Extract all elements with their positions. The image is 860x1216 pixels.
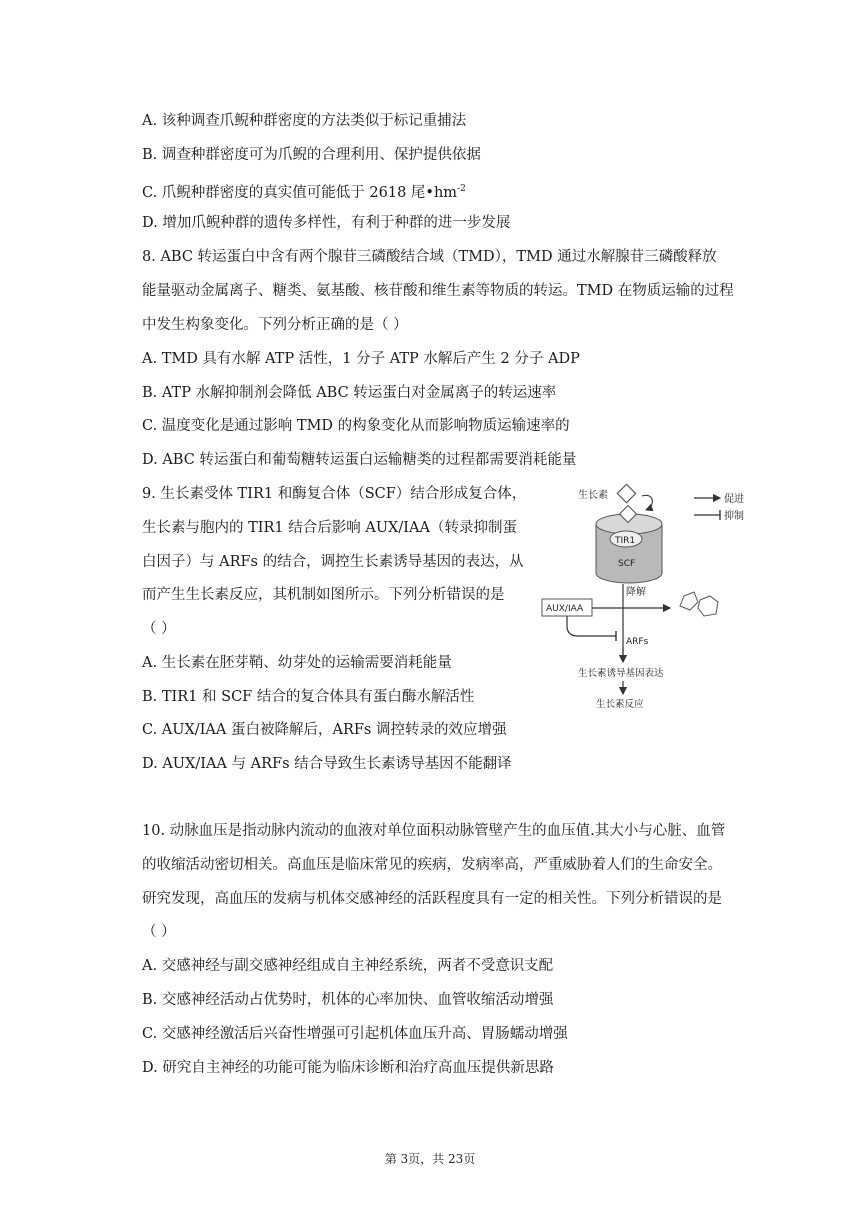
q7-option-a: A. 该种调查爪鲵种群密度的方法类似于标记重捕法: [142, 113, 467, 129]
q10-option-a: A. 交感神经与副交感神经组成自主神经系统，两者不受意识支配: [142, 958, 554, 974]
q8-stem-line-3: 中发生构象变化。下列分析正确的是（ ）: [142, 317, 408, 333]
q10-option-b: B. 交感神经活动占优势时，机体的心率加快、血管收缩活动增强: [142, 992, 554, 1008]
q8-stem-line-2: 能量驱动金属离子、糖类、氨基酸、核苷酸和维生素等物质的转运。TMD 在物质运输的过程: [142, 283, 734, 299]
auxin-molecule-icon: [617, 484, 635, 502]
q7-option-c-text: C. 爪鲵种群密度的真实值可能低于 2618 尾•hm: [142, 184, 458, 201]
q10-stem-line-3: 研究发现，高血压的发病与机体交感神经的活跃程度具有一定的相关性。下列分析错误的是: [142, 891, 722, 907]
q9-option-b: B. TIR1 和 SCF 结合的复合体具有蛋白酶水解活性: [142, 689, 475, 705]
fragment-pentagon-icon: [680, 592, 698, 610]
page-footer: 第 3页，共 23页: [384, 1152, 476, 1166]
q9-stem-line-5: （ ）: [142, 621, 176, 637]
q9-option-c: C. AUX/IAA 蛋白被降解后，ARFs 调控转录的效应增强: [142, 722, 507, 738]
auxin-binding-arrow: [642, 495, 652, 510]
tir1-label: TIR1: [615, 536, 636, 546]
fragment-hexagon-icon: [698, 596, 718, 616]
q7-option-b: B. 调查种群密度可为爪鲵的合理利用、保护提供依据: [142, 147, 481, 163]
aux-iaa-label: AUX/IAA: [546, 604, 584, 614]
arfs-label: ARFs: [626, 637, 649, 647]
q8-option-d: D. ABC 转运蛋白和葡萄糖转运蛋白运输糖类的过程都需要消耗能量: [142, 452, 577, 468]
q7-option-c: [142, 179, 466, 203]
q8-stem-line-1: 8. ABC 转运蛋白中含有两个腺苷三磷酸结合域（TMD），TMD 通过水解腺苷三磷酸释放: [142, 249, 717, 265]
q10-option-c: C. 交感神经激活后兴奋性增强可引起机体血压升高、胃肠蠕动增强: [142, 1026, 568, 1042]
q9-stem-line-4: 而产生生长素反应，其机制如图所示。下列分析错误的是: [142, 587, 505, 603]
q7-option-c-exponent: -2: [457, 184, 466, 194]
auxin-mechanism-diagram: [538, 478, 766, 714]
q8-option-b: B. ATP 水解抑制剂会降低 ABC 转运蛋白对金属离子的转运速率: [142, 385, 557, 401]
q9-stem-line-1: 9. 生长素受体 TIR1 和酶复合体（SCF）结合形成复合体，: [142, 486, 527, 502]
legend-inhibit-label: 抑制: [724, 511, 744, 522]
q7-option-d: D. 增加爪鲵种群的遗传多样性，有利于种群的进一步发展: [142, 215, 511, 231]
scf-label: SCF: [618, 559, 636, 569]
auxin-response-label: 生长素反应: [596, 699, 644, 710]
inhibit-arfs-line: [567, 616, 616, 636]
q10-stem-line-1: 10. 动脉血压是指动脉内流动的血液对单位面积动脉管壁产生的血压值.其大小与心脏、血管: [142, 823, 726, 839]
auxin-label: 生长素: [578, 490, 608, 501]
degrade-label: 降解: [626, 587, 646, 598]
q10-option-d: D. 研究自主神经的功能可能为临床诊断和治疗高血压提供新思路: [142, 1060, 554, 1076]
q8-option-a: A. TMD 具有水解 ATP 活性，1 分子 ATP 水解后产生 2 分子 ADP: [142, 351, 580, 367]
q9-option-d: D. AUX/IAA 与 ARFs 结合导致生长素诱导基因不能翻译: [142, 756, 512, 772]
legend-promote-label: 促进: [724, 494, 744, 505]
q8-option-c: C. 温度变化是通过影响 TMD 的构象变化从而影响物质运输速率的: [142, 418, 570, 434]
q10-stem-line-4: （ ）: [142, 924, 176, 940]
q9-stem-line-3: 白因子）与 ARFs 的结合，调控生长素诱导基因的表达，从: [142, 554, 524, 570]
q9-stem-line-2: 生长素与胞内的 TIR1 结合后影响 AUX/IAA（转录抑制蛋: [142, 520, 517, 536]
q10-stem-line-2: 的收缩活动密切相关。高血压是临床常见的疾病，发病率高，严重威胁着人们的生命安全。: [142, 857, 722, 873]
q9-option-a: A. 生长素在胚芽鞘、幼芽处的运输需要消耗能量: [142, 655, 452, 671]
gene-expression-label: 生长素诱导基因表达: [578, 668, 664, 679]
